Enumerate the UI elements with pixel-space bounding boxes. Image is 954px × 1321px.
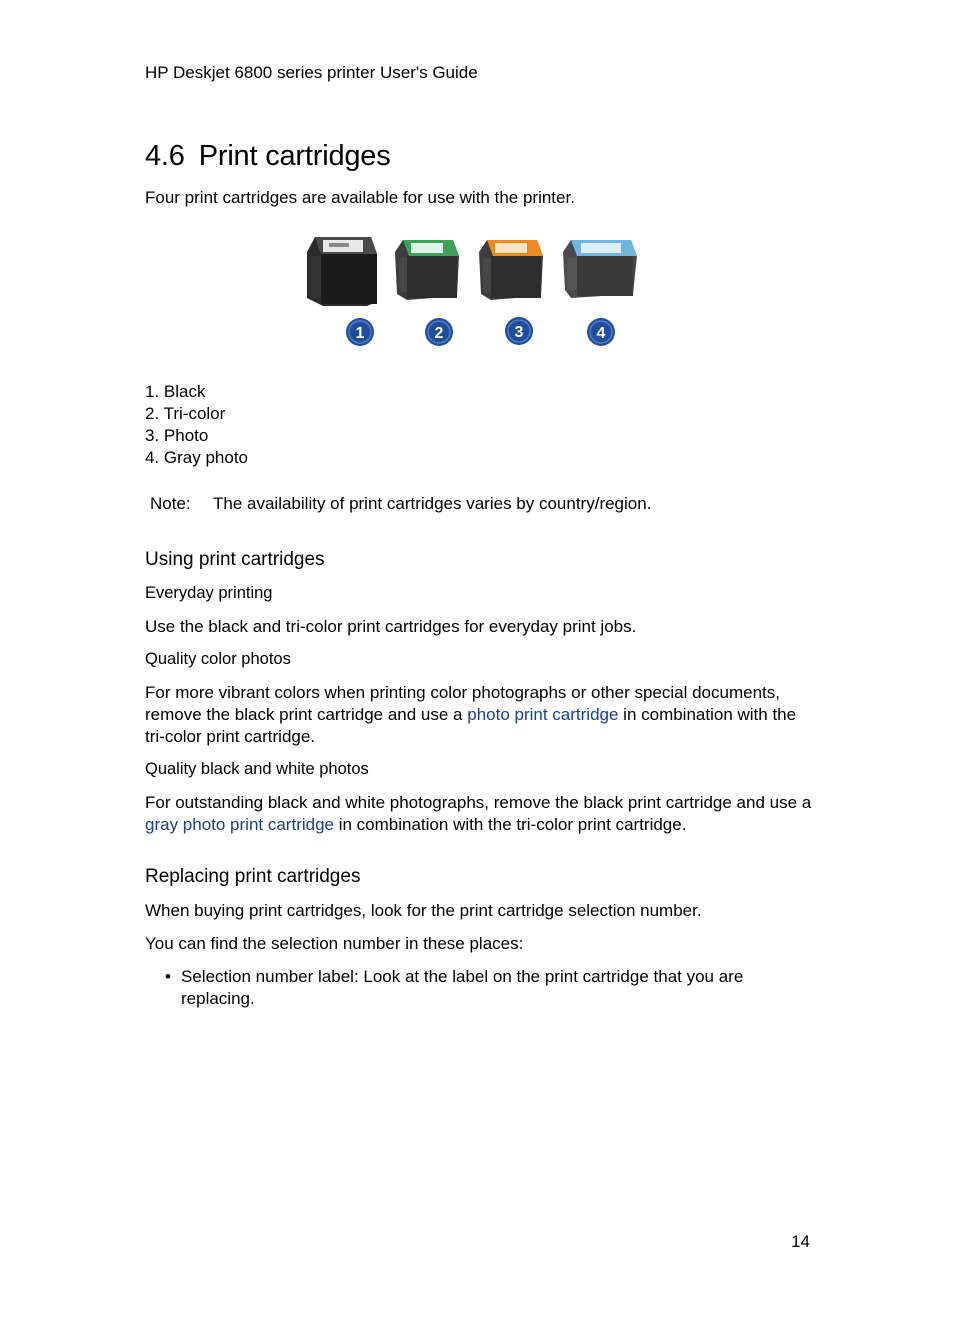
- running-header: HP Deskjet 6800 series printer User's Guide: [145, 63, 478, 82]
- intro-paragraph: Four print cartridges are available for use with the printer.: [145, 188, 575, 207]
- replacing-para-1: When buying print cartridges, look for the print cartridge selection number.: [145, 901, 702, 920]
- callout-2: [425, 318, 453, 346]
- note-text: The availability of print cartridges varies by country/region.: [213, 494, 652, 513]
- note: [150, 493, 651, 515]
- legend-item: 2. Tri-color: [145, 404, 226, 423]
- cartridge-legend: [145, 381, 248, 469]
- replacing-heading: Replacing print cartridges: [145, 866, 361, 887]
- quality-bw-text: For outstanding black and white photographs, remove the black print cartridge and use a gray photo print cartridge in combination with the tri-color print cartridge.: [145, 793, 812, 834]
- svg-text:4: 4: [596, 325, 606, 342]
- tricolor-cartridge-icon: [395, 240, 459, 300]
- everyday-text: Use the black and tri-color print cartridges for everyday print jobs.: [145, 617, 637, 636]
- black-cartridge-icon: [307, 237, 377, 306]
- replacing-para-2: You can find the selection number in these places:: [145, 934, 524, 953]
- page-number: 14: [791, 1232, 810, 1251]
- callout-4: [587, 318, 615, 346]
- gray-photo-cartridge-icon: [563, 240, 637, 298]
- bullet-icon: •: [165, 967, 171, 986]
- cartridges-figure: [303, 232, 648, 352]
- legend-item: 4. Gray photo: [145, 448, 249, 467]
- section-number: 4.6: [145, 140, 185, 172]
- page-title: [145, 140, 391, 173]
- section-title: Print cartridges: [198, 140, 391, 172]
- quality-color-heading: Quality color photos: [145, 650, 291, 668]
- legend-item: 3. Photo: [145, 426, 209, 445]
- legend-item: 1. Black: [145, 382, 206, 401]
- callout-1: [346, 318, 374, 346]
- quality-color-text: For more vibrant colors when printing color photographs or other special documents, remove the black print cartridge and use a photo print cartridge in combination with the tri-color print cartridge.: [145, 683, 797, 746]
- svg-text:3: 3: [514, 324, 524, 341]
- svg-text:1: 1: [355, 325, 365, 342]
- selection-number-list: [145, 966, 815, 1010]
- note-label: Note:: [150, 494, 191, 513]
- photo-cartridge-link[interactable]: photo print cartridge: [467, 705, 619, 724]
- callout-3: [505, 317, 533, 345]
- svg-text:2: 2: [434, 325, 444, 342]
- list-item: [145, 966, 815, 1010]
- gray-photo-cartridge-link[interactable]: gray photo print cartridge: [145, 815, 334, 834]
- using-heading: Using print cartridges: [145, 549, 325, 570]
- everyday-heading: Everyday printing: [145, 584, 273, 602]
- quality-bw-heading: Quality black and white photos: [145, 760, 369, 778]
- photo-cartridge-icon: [479, 240, 543, 300]
- list-item-text: Selection number label: Look at the label on the print cartridge that you are replacing.: [181, 967, 744, 1008]
